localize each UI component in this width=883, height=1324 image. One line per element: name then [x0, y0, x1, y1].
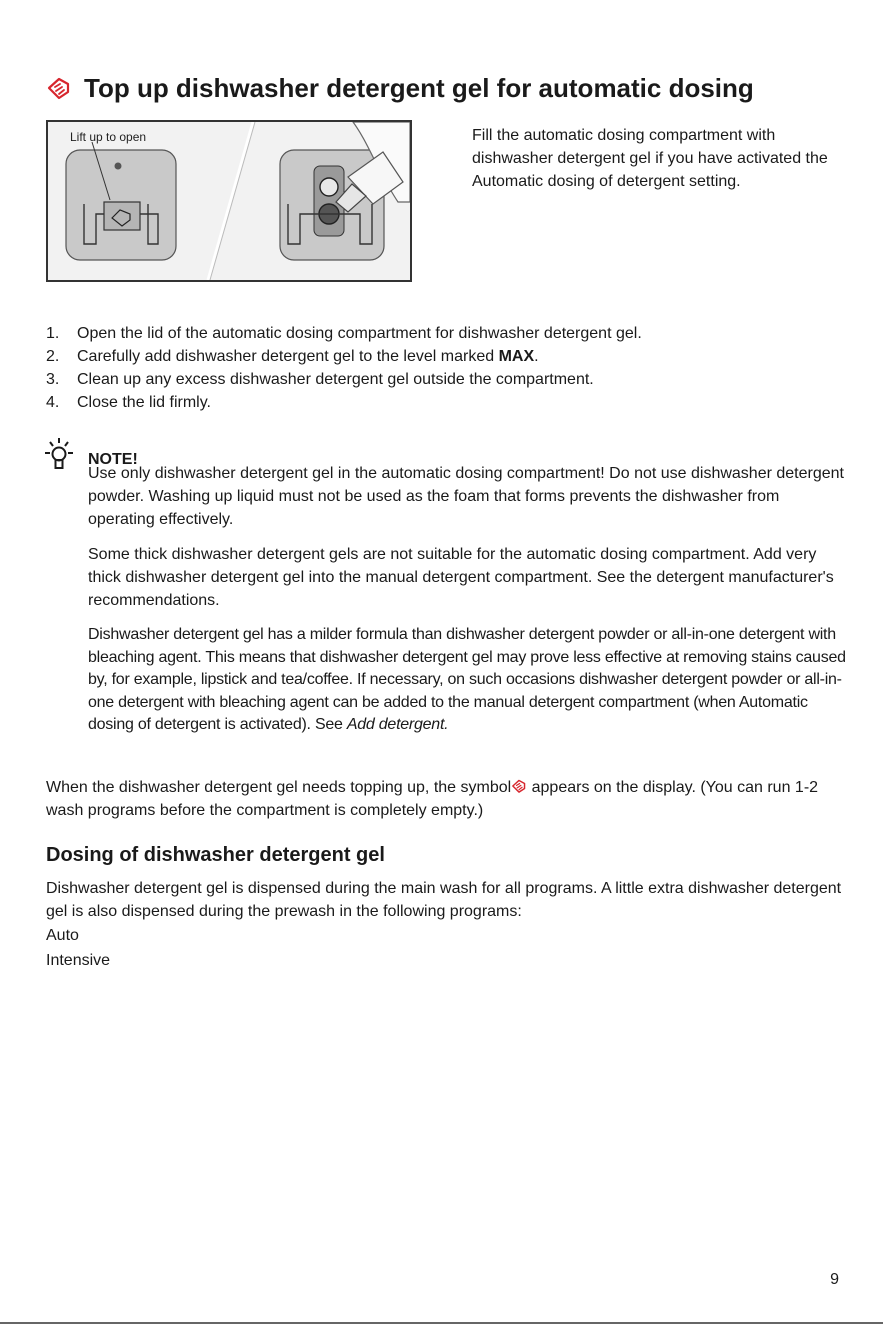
program-item: Intensive — [46, 952, 111, 969]
figure-label: Lift up to open — [70, 130, 147, 144]
step-item — [46, 322, 846, 345]
dosing-section — [46, 877, 846, 973]
dosing-text: Dishwasher detergent gel is dispensed during the main wash for all programs. A little extra dishwasher detergent gel is also dispensed during the prewash in the following programs: — [46, 880, 842, 920]
step-text — [77, 345, 539, 368]
dosing-compartment-illustration — [46, 120, 412, 282]
step-text-part: . — [534, 348, 539, 365]
step-text: Close the lid firmly. — [77, 394, 211, 411]
note-paragraph-text: Dishwasher detergent gel has a milder formula than dishwasher detergent powder or all-in-one detergent with bleaching agent. This means that dishwasher detergent gel may prove less effective at removing stains caused by, for example, lipstick and tea/coffee. If necessary, on such occasions dishwasher detergent powder or all-in-one detergent with bleaching agent can be added to the manual detergent compartment (when Automatic dosing of detergent is activated). See — [88, 626, 846, 733]
note-paragraph: Some thick dishwasher detergent gels are not suitable for the automatic dosing compartment. Add very thick dishwasher detergent gel into the manual detergent compartment. See the detergent manufacturer's recommendations. — [88, 546, 834, 609]
program-item: Auto — [46, 927, 79, 944]
detergent-gel-icon — [46, 75, 72, 101]
lightbulb-icon — [44, 437, 74, 471]
note-paragraph: Use only dishwasher detergent gel in the automatic dosing compartment! Do not use dishwasher detergent powder. Washing up liquid must not be used as the foam that forms prevents the dishwasher from operating effectively. — [88, 465, 844, 528]
step-item — [46, 345, 846, 368]
topping-up-info — [46, 776, 858, 822]
illustration-graphic — [48, 122, 410, 280]
step-number: 1. — [46, 325, 60, 342]
step-number: 4. — [46, 394, 60, 411]
note-paragraph — [88, 624, 848, 737]
topping-up-text: appears on the display. (You can run 1-2 wash programs before the compartment is completely empty.) — [46, 779, 819, 819]
step-number: 2. — [46, 348, 60, 365]
step-item — [46, 391, 846, 414]
detergent-gel-icon — [511, 778, 527, 794]
step-text-part: Carefully add dishwasher detergent gel to the level marked — [77, 348, 499, 365]
max-label: MAX — [498, 348, 535, 365]
intro-text: Fill the automatic dosing compartment with dishwasher detergent gel if you have activated the Automatic dosing of detergent setting. — [472, 127, 828, 190]
topping-up-text: When the dishwasher detergent gel needs topping up, the symbol — [46, 779, 512, 796]
page-title — [46, 70, 876, 110]
step-item — [46, 368, 846, 391]
page-number: 9 — [830, 1271, 839, 1288]
add-detergent-link[interactable]: Add detergent. — [346, 716, 449, 733]
note-title: NOTE! — [88, 451, 138, 468]
steps-list — [46, 322, 846, 414]
step-text: Clean up any excess dishwasher detergent gel outside the compartment. — [77, 371, 594, 388]
page-title-text: Top up dishwasher detergent gel for automatic dosing — [84, 73, 754, 103]
step-number: 3. — [46, 371, 60, 388]
step-text: Open the lid of the automatic dosing compartment for dishwasher detergent gel. — [77, 325, 642, 342]
dosing-heading: Dosing of dishwasher detergent gel — [46, 844, 385, 866]
note-body — [88, 462, 848, 749]
